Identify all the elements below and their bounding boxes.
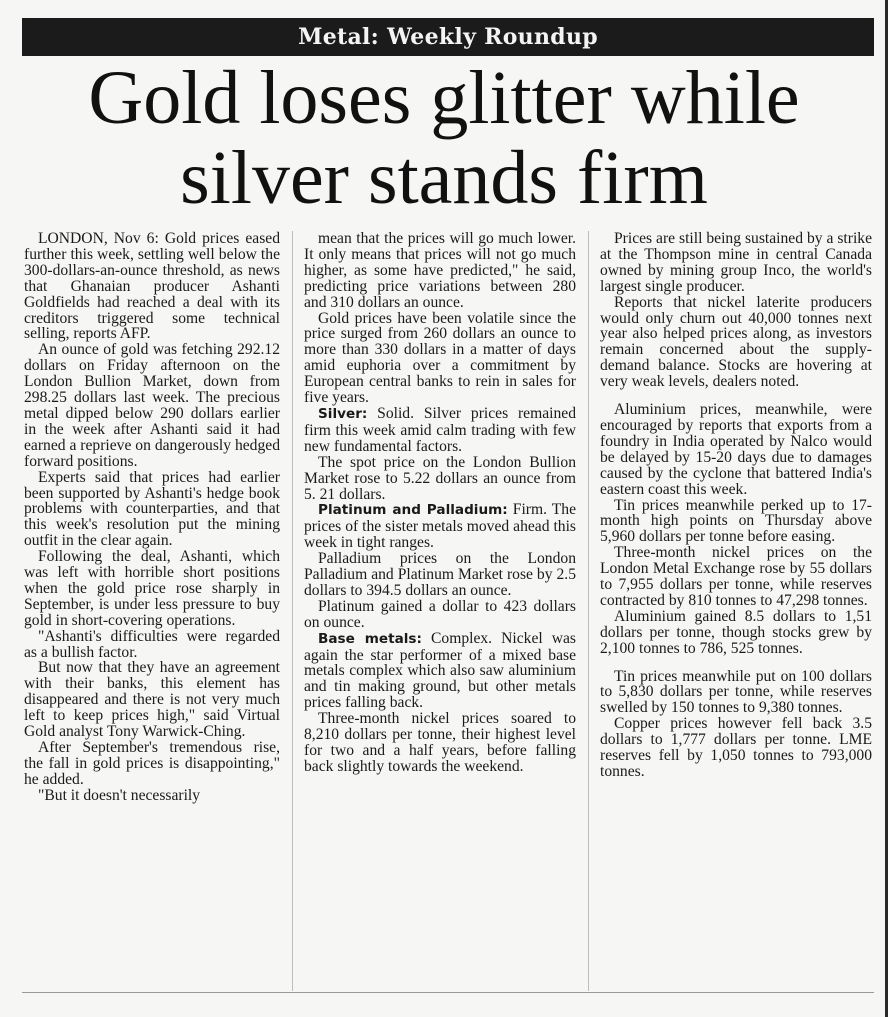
paragraph: "But it doesn't necessarily bbox=[38, 786, 201, 804]
paragraph: Tin prices meanwhile perked up to 17-month high points on Thursday above 5,960 dollars per tonne before easing. bbox=[600, 496, 872, 546]
paragraph: Following the deal, Ashanti, which was left with horrible short positions when the gold price rose sharply in September, is under less pressure to buy gold in short-covering operations. bbox=[24, 548, 280, 629]
base-metals-subhead: Base metals: bbox=[318, 630, 422, 647]
platinum-subhead: Platinum and Palladium: bbox=[318, 502, 508, 519]
paragraph: "Ashanti's difficulties were regarded as a bullish factor. bbox=[24, 627, 280, 661]
headline bbox=[10, 58, 878, 218]
base-metals-text: Complex. Nickel was again the star performer of a mixed base metals complex which also saw aluminium and tin making ground, but other metals prices falling back. bbox=[304, 629, 576, 712]
paragraph: Three-month nickel prices soared to 8,210 dollars per tonne, their highest level for two and a half years, before falling back slightly towards the weekend. bbox=[304, 710, 576, 775]
paragraph: Platinum gained a dollar to 423 dollars on ounce. bbox=[304, 597, 576, 631]
paragraph: Reports that nickel laterite producers would only churn out 40,000 tonnes next year also helped prices along, as investors remain concerned about the supply-demand balance. Stocks are hovering at very weak levels, dealers noted. bbox=[600, 293, 872, 391]
article-column-2 bbox=[304, 231, 576, 989]
paragraph: But now that they have an agreement with their banks, this element has disappeared and there is not very much left to keep prices high," said Virtual Gold analyst Tony Warwick-Ching. bbox=[24, 659, 280, 741]
paragraph: Prices are still being sustained by a strike at the Thompson mine in central Canada owned by mining group Inco, the world's largest single producer. bbox=[600, 231, 872, 295]
article-column-1 bbox=[24, 231, 280, 989]
paragraph: Palladium prices on the London Palladium and Platinum Market rose by 2.5 dollars to 394.5 dollars an ounce. bbox=[304, 550, 576, 599]
paragraph: Gold prices have been volatile since the price surged from 260 dollars an ounce to more than 330 dollars in a matter of days amid euphoria over a commitment by European central banks to rein in sales for five years. bbox=[304, 309, 576, 407]
paragraph: Experts said that prices had earlier been supported by Ashanti's hedge book problems with counterparties, and that this week's resolution put the mining outfit in the clear again. bbox=[24, 468, 280, 550]
paragraph bbox=[304, 406, 576, 455]
paragraph bbox=[304, 502, 576, 551]
paragraph: Aluminium prices, meanwhile, were encouraged by reports that exports from a foundry in India operated by Nalco would be delayed by 15-20 days due to damages caused by the cyclone that battered India's eastern coast this week. bbox=[600, 401, 872, 498]
banner-title: Metal: Weekly Roundup bbox=[298, 24, 598, 50]
silver-subhead: Silver: bbox=[318, 405, 368, 422]
paragraph: LONDON, Nov 6: Gold prices eased further this week, settling well below the 300-dollars-an-ounce threshold, as news that Ghanaian producer Ashanti Goldfields had reached a deal with its creditors triggered some technical selling, reports AFP. bbox=[24, 231, 280, 343]
paragraph: After September's tremendous rise, the fall in gold prices is disappointing," he added. bbox=[24, 739, 280, 788]
paragraph: Tin prices meanwhile put on 100 dollars to 5,830 dollars per tonne, while reserves swelled by 150 tonnes to 9,380 tonnes. bbox=[600, 667, 872, 717]
paragraph: The spot price on the London Bullion Market rose to 5.22 dollars an ounce from 5. 21 dollars. bbox=[304, 453, 576, 503]
silver-text: Solid. Silver prices remained firm this week amid calm trading with few new fundamental factors. bbox=[304, 404, 576, 455]
headline-line-2: silver stands firm bbox=[180, 136, 708, 220]
paragraph: An ounce of gold was fetching 292.12 dollars on Friday afternoon on the London Bullion Market, down from 298.25 dollars last week. The precious metal dipped below 290 dollars earlier in the week after Ashanti said it had earned a reprieve on dangerously hedged forward positions. bbox=[24, 341, 280, 470]
article-column-3 bbox=[600, 231, 872, 989]
section-banner bbox=[22, 18, 874, 56]
paragraph: mean that the prices will go much lower. It only means that prices will not go much higher, as some have predicted," he said, predicting price variations between 280 and 310 dollars an ounce. bbox=[304, 231, 576, 311]
paragraph: Copper prices however fell back 3.5 dollars to 1,777 dollars per tonne. LME reserves fell by 1,050 tonnes to 793,000 tonnes. bbox=[600, 715, 872, 780]
column-divider bbox=[588, 231, 589, 991]
bottom-rule bbox=[22, 992, 874, 993]
paragraph: Three-month nickel prices on the London Metal Exchange rose by 55 dollars to 7,955 dollars per tonne, while reserves contracted by 810 tonnes to 47,298 tonnes. bbox=[600, 544, 872, 609]
headline-line-1: Gold loses glitter while bbox=[88, 56, 800, 140]
column-divider bbox=[292, 231, 293, 991]
paragraph: Aluminium gained 8.5 dollars to 1,51 dollars per tonne, though stocks grew by 2,100 tonnes to 786, 525 tonnes. bbox=[600, 607, 872, 657]
paragraph bbox=[304, 631, 576, 712]
platinum-text: Firm. The prices of the sister metals moved ahead this week in tight ranges. bbox=[304, 501, 576, 552]
